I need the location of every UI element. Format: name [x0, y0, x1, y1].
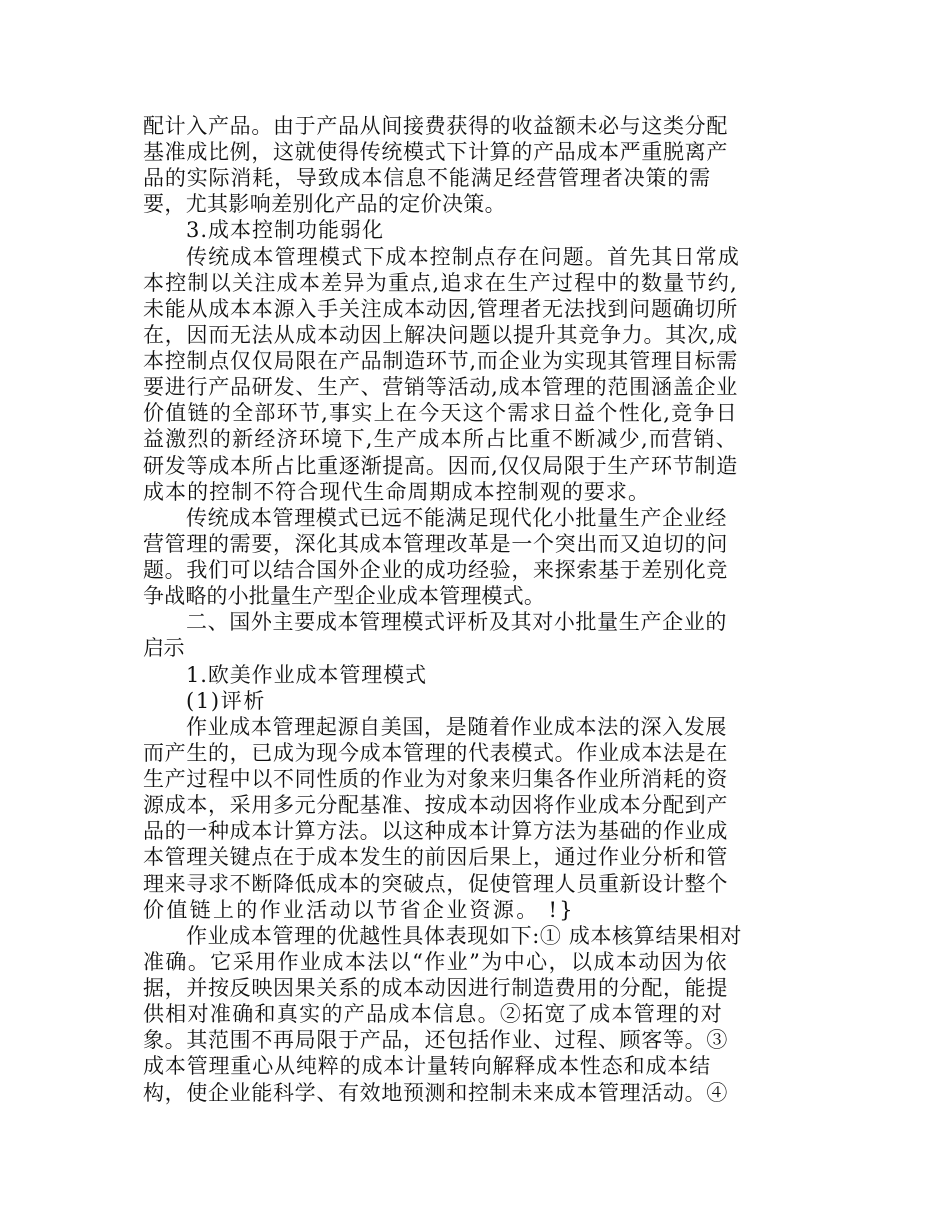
text-line-35: 供相对准确和真实的产品成本信息。②拓宽了成本管理的对 — [143, 1002, 723, 1026]
text-line-19: 争战略的小批量生产型企业成本管理模式。 — [143, 584, 545, 608]
section-heading-3: 3.成本控制功能弱化 — [186, 218, 384, 242]
section-heading-2: 二、国外主要成本管理模式评析及其对小批量生产企业的 — [186, 610, 727, 634]
text-line-13: 益激烈的新经济环境下,生产成本所占比重不断减少,而营销、 — [143, 427, 738, 451]
text-line-8: 未能从成本本源入手关注成本动因,管理者无法找到问题确切所 — [143, 297, 738, 321]
section-heading-2-cont: 启示 — [143, 636, 184, 660]
text-line-18: 题。我们可以结合国外企业的成功经验，来探索基于差别化竞 — [143, 558, 728, 582]
text-line-15: 成本的控制不符合现代生命周期成本控制观的要求。 — [143, 480, 650, 504]
text-line-31: 价值链上的作业活动以节省企业资源。 !} — [143, 898, 575, 922]
text-line-1: 配计入产品。由于产品从间接费获得的收益额未必与这类分配 — [143, 114, 728, 138]
subsection-heading-1: 1.欧美作业成本管理模式 — [186, 663, 427, 687]
text-line-28: 品的一种成本计算方法。以这种成本计算方法为基础的作业成 — [143, 819, 728, 843]
text-line-26: 生产过程中以不同性质的作业为对象来归集各作业所消耗的资 — [143, 767, 728, 791]
text-line-38: 构，使企业能科学、有效地预测和控制未来成本管理活动。④ — [143, 1081, 728, 1105]
text-line-11: 要进行产品研发、生产、营销等活动,成本管理的范围涵盖企业 — [143, 375, 738, 399]
text-line-16: 传统成本管理模式已远不能满足现代化小批量生产企业经 — [186, 506, 727, 530]
text-line-6: 传统成本管理模式下成本控制点存在问题。首先其日常成 — [186, 245, 740, 269]
text-line-4: 要，尤其影响差别化产品的定价决策。 — [143, 192, 506, 216]
text-line-29: 本管理关键点在于成本发生的前因后果上，通过作业分析和管 — [143, 845, 728, 869]
text-line-25: 而产生的，已成为现今成本管理的代表模式。作业成本法是在 — [143, 741, 728, 765]
text-line-14: 研发等成本所占比重逐渐提高。因而,仅仅局限于生产环节制造 — [143, 454, 738, 478]
text-line-33: 准确。它采用作业成本法以“作业”为中心，以成本动因为依 — [143, 950, 728, 974]
text-line-17: 营管理的需要，深化其成本管理改革是一个突出而又迫切的问 — [143, 532, 728, 556]
text-line-12: 价值链的全部环节,事实上在今天这个需求日益个性化,竞争日 — [143, 401, 738, 425]
text-line-36: 象。其范围不再局限于产品，还包括作业、过程、顾客等。③ — [143, 1028, 728, 1052]
text-line-9: 在，因而无法从成本动因上解决问题以提升其竞争力。其次,成 — [143, 323, 738, 347]
text-line-2: 基准成比例，这就使得传统模式下计算的产品成本严重脱离产 — [143, 140, 728, 164]
text-line-30: 理来寻求不断降低成本的突破点，促使管理人员重新设计整个 — [143, 872, 728, 896]
text-line-37: 成本管理重心从纯粹的成本计量转向解释成本性态和成本结 — [143, 1054, 711, 1078]
text-line-24: 作业成本管理起源自美国，是随着作业成本法的深入发展 — [186, 715, 727, 739]
text-line-7: 本控制以关注成本差异为重点,追求在生产过程中的数量节约, — [143, 271, 738, 295]
subsection-heading-1-1: (1)评析 — [186, 689, 266, 713]
text-line-27: 源成本，采用多元分配基准、按成本动因将作业成本分配到产 — [143, 793, 728, 817]
text-line-3: 品的实际消耗，导致成本信息不能满足经营管理者决策的需 — [143, 166, 711, 190]
text-line-10: 本控制点仅仅局限在产品制造环节,而企业为实现其管理目标需 — [143, 349, 738, 373]
text-line-32: 作业成本管理的优越性具体表现如下:① 成本核算结果相对 — [186, 924, 742, 948]
text-line-34: 据，并按反映因果关系的成本动因进行制造费用的分配，能提 — [143, 976, 728, 1000]
